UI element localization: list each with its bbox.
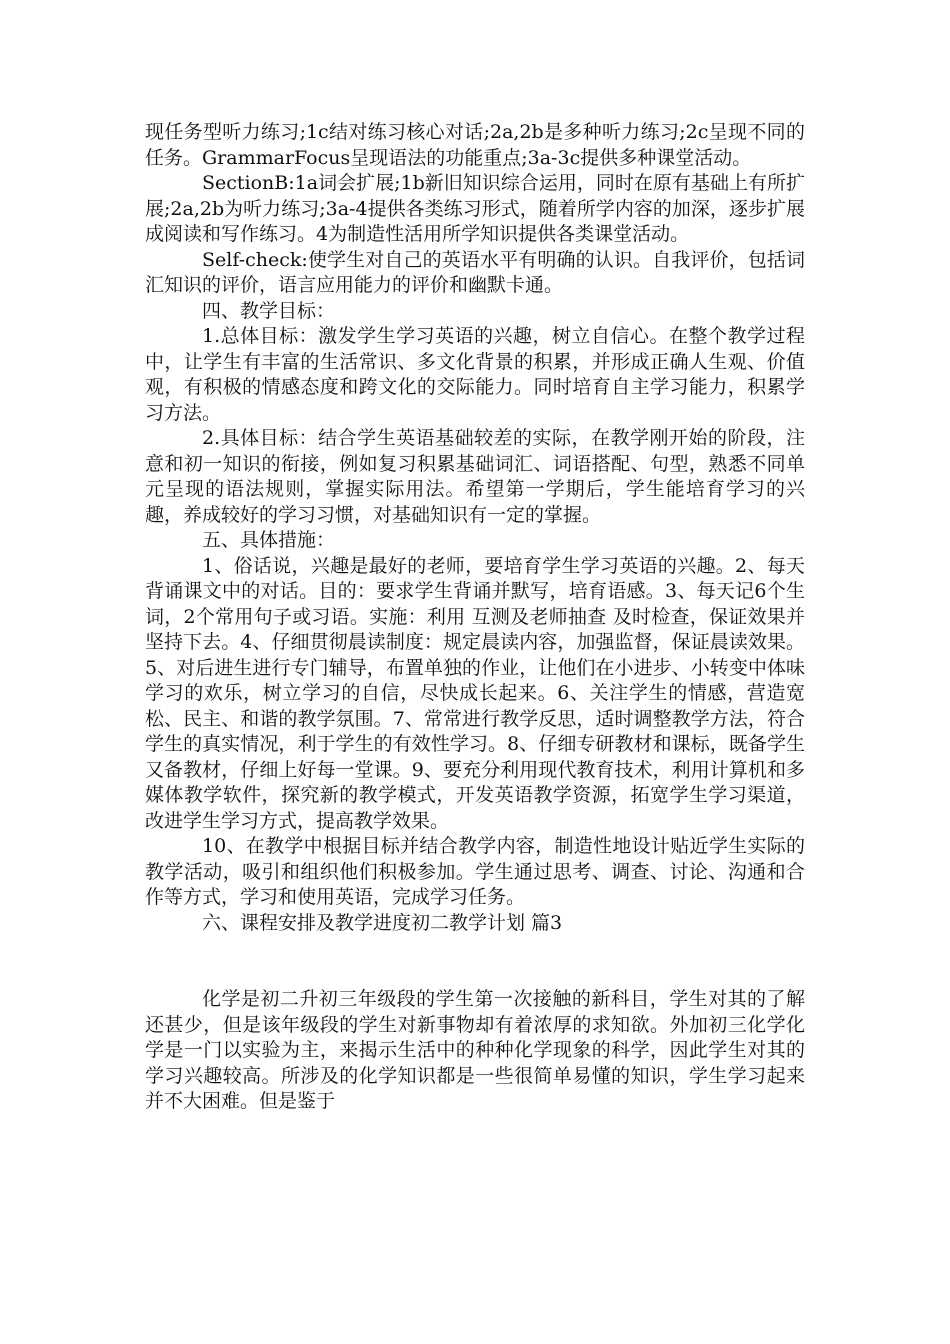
paragraph-measure-10: 10、在教学中根据目标并结合教学内容，制造性地设计贴近学生实际的教学活动，吸引和组织他们积极参加。学生通过思考、调查、讨论、沟通和合作等方式，学习和使用英语，完成学习任务。 bbox=[145, 835, 805, 908]
paragraph-overall-goal: 1.总体目标：激发学生学习英语的兴趣，树立自信心。在整个教学过程中，让学生有丰富的生活常识、多文化背景的积累，并形成正确人生观、价值观，有积极的情感态度和跨文化的交际能力。同时培育自主学习能力，积累学习方法。 bbox=[145, 325, 805, 424]
paragraph-specific-goal: 2.具体目标：结合学生英语基础较差的实际，在教学刚开始的阶段，注意和初一知识的衔接，例如复习积累基础词汇、词语搭配、句型，熟悉不同单元呈现的语法规则，掌握实际用法。希望第一学期后，学生能培育学习的兴趣，养成较好的学习习惯，对基础知识有一定的掌握。 bbox=[145, 427, 805, 526]
heading-teaching-goals: 四、教学目标： bbox=[202, 299, 336, 322]
paragraph-spacer bbox=[145, 936, 805, 987]
paragraph-section-b: SectionB:1a词会扩展;1b新旧知识综合运用，同时在原有基础上有所扩展;2a,2b为听力练习;3a-4提供各类练习形式，随着所学内容的加深，逐步扩展成阅读和写作练习。4为制造性活用所学知识提供各类课堂活动。 bbox=[145, 172, 805, 245]
paragraph-self-check: Self-check:使学生对自己的英语水平有明确的认识。自我评价，包括词汇知识的评价，语言应用能力的评价和幽默卡通。 bbox=[145, 248, 805, 296]
paragraph-chemistry-intro: 化学是初二升初三年级段的学生第一次接触的新科目，学生对其的了解还甚少，但是该年级段的学生对新事物却有着浓厚的求知欲。外加初三化学化学是一门以实验为主，来揭示生活中的种种化学现象的科学，因此学生对其的学习兴趣较高。所涉及的化学知识都是一些很简单易懂的知识，学生学习起来并不大困难。但是鉴于 bbox=[145, 988, 805, 1112]
paragraph-unit-structure-cont: 现任务型听力练习;1c结对练习核心对话;2a,2b是多种听力练习;2c呈现不同的任务。GrammarFocus呈现语法的功能重点;3a-3c提供多种课堂活动。 bbox=[145, 121, 805, 169]
paragraph-measures-list: 1、俗话说，兴趣是最好的老师，要培育学生学习英语的兴趣。2、每天背诵课文中的对话。目的：要求学生背诵并默写，培育语感。3、每天记6个生词，2个常用句子或习语。实施：利用 互测及老师抽查 及时检查，保证效果并坚持下去。4、仔细贯彻晨读制度：规定晨读内容，加强监督，保证晨读效果。5、对后进生进行专门辅导，布置单独的作业，让他们在小进步、小转变中体味学习的欢乐，树立学习的自信，尽快成长起来。6、关注学生的情感，营造宽松、民主、和谐的教学氛围。7、常常进行教学反思，适时调整教学方法，符合学生的真实情况，利于学生的有效性学习。8、仔细专研教材和课标，既备学生又备教材，仔细上好每一堂课。9、要充分利用现代教育技术，利用计算机和多媒体教学软件，探究新的教学模式，开发英语教学资源，拓宽学生学习渠道，改进学生学习方式，提高教学效果。 bbox=[145, 554, 805, 832]
heading-course-schedule: 六、课程安排及教学进度初二教学计划 篇3 bbox=[202, 911, 563, 934]
heading-specific-measures: 五、具体措施： bbox=[202, 529, 336, 551]
document-page bbox=[145, 120, 805, 1115]
